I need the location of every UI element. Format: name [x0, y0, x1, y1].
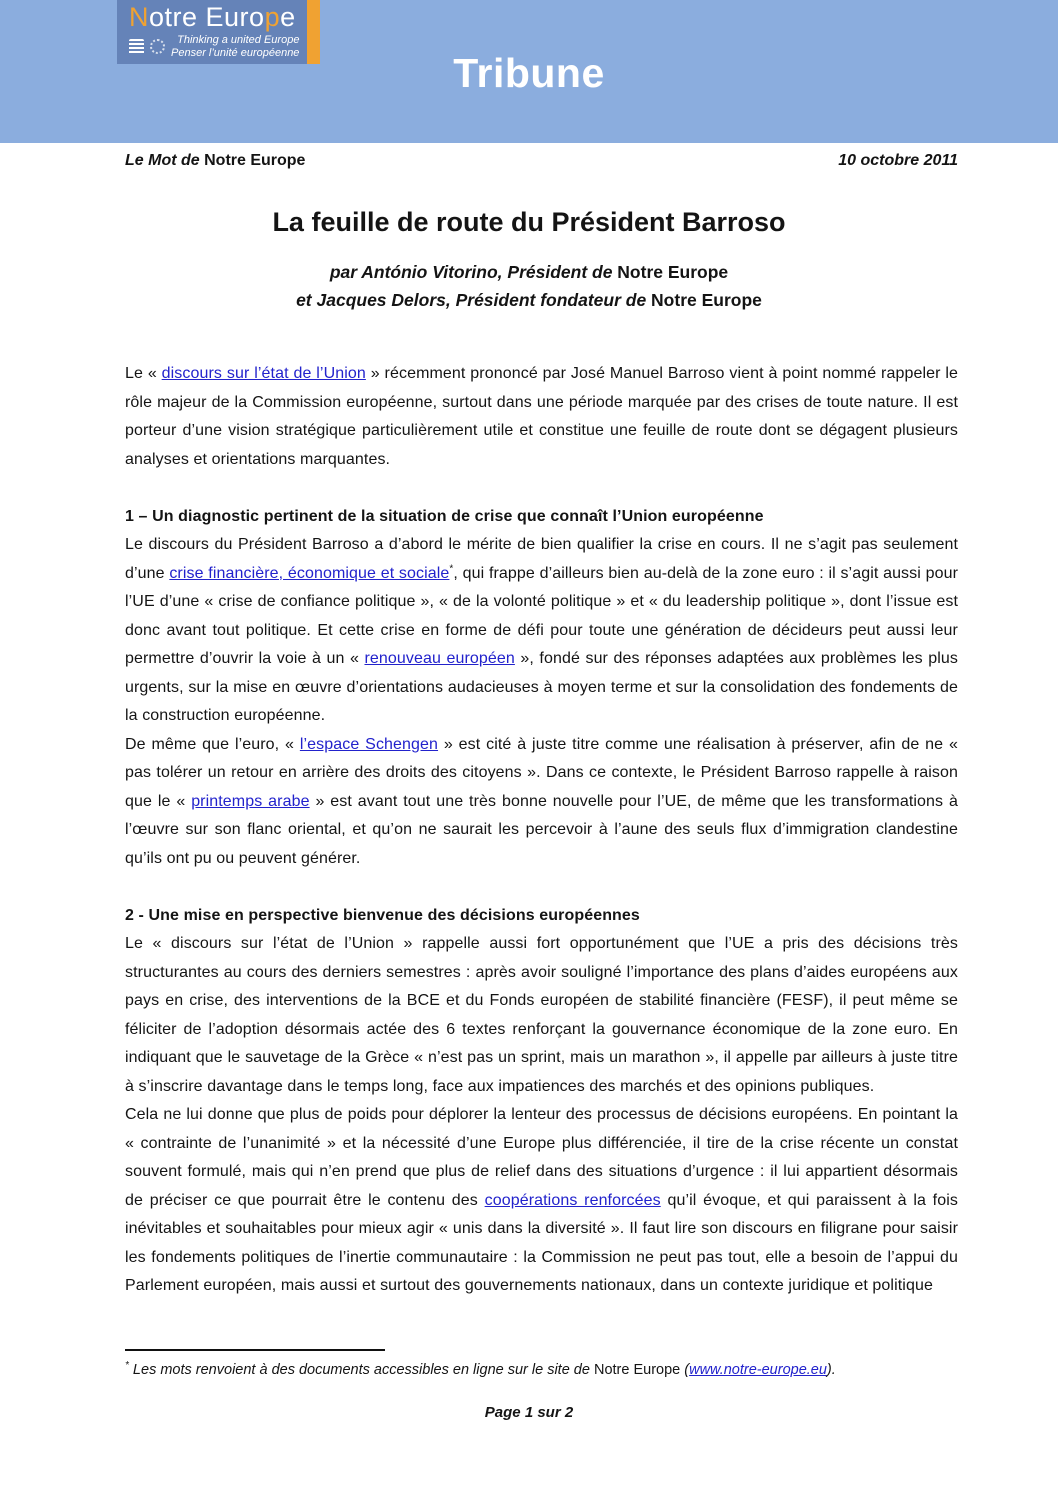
inline-link[interactable]: l’espace Schengen [299, 735, 439, 753]
text-segment: » est cité à juste titre comme une réalisation à préserver, afin de ne « pas tolérer un retour en arrière des droits des citoyens ». Dans ce contexte, le Président Barroso rappelle à raison que le « [125, 735, 958, 810]
section-heading [125, 503, 958, 532]
text-segment: Le « [125, 365, 162, 382]
org-tagline-fr: Penser l’unité européenne [171, 46, 300, 59]
inline-link[interactable]: discours sur l’état de l’Union [161, 365, 366, 382]
article-body [125, 360, 958, 1301]
section-heading [125, 902, 958, 931]
text-segment: » est avant tout une très bonne nouvelle pour l’UE, de même que les transformations à l’œuvre sur son flanc oriental, et qu’on ne saurait les percevoir à l’aune des seuls flux d’immigration clandestine qu’ils ont pu ou peuvent générer. [125, 792, 958, 867]
body-paragraph [125, 360, 958, 474]
document-meta [125, 152, 958, 170]
footnote-separator [125, 1349, 385, 1351]
series-org-name: Notre Europe [204, 152, 306, 169]
text-segment: 2 - Une mise en perspective bienvenue des décisions européennes [125, 906, 640, 924]
text-segment: », fondé sur des réponses adaptées aux problèmes les plus urgents, sur la mise en œuvre d’orientations audacieuses à moyen terme et sur la consolidation des fondements de la construction européenne. [125, 650, 958, 724]
body-paragraph [125, 1101, 958, 1301]
article-byline [0, 258, 1058, 314]
inline-link[interactable]: coopérations renforcées [484, 1191, 661, 1209]
body-paragraph [125, 731, 958, 874]
series-label [125, 152, 305, 170]
org-tagline-en: Thinking a united Europe [177, 33, 300, 46]
org-logo-wordmark [129, 3, 299, 31]
text-segment: 1 – Un diagnostic pertinent de la situation de crise que connaît l’Union européenne [125, 507, 764, 525]
body-paragraph [125, 531, 958, 731]
footnote-marker: * [125, 1360, 129, 1372]
logo-letters: otre Euro [149, 2, 265, 32]
publication-date: 10 octobre 2011 [838, 152, 958, 169]
article-title: La feuille de route du Président Barroso [272, 207, 786, 237]
logo-letter-accent: p [264, 2, 281, 32]
text-segment: , qui frappe d’ailleurs bien au-delà de la zone euro : il s’agit aussi pour l’UE d’une « crise de confiance politique », « de la volonté politique » et « du leadership politique », dont l’issue est donc avant tout politique. Et cette crise en forme de défi pour toute une génération de décideurs peut aussi leur permettre d’ouvrir la voie à un « [125, 564, 959, 667]
tribune-banner-title: Tribune [453, 50, 605, 96]
page-banner [0, 0, 1058, 143]
logo-letters: e [280, 2, 296, 32]
text-segment: De même que l’euro, « [125, 735, 300, 753]
text-segment: Le « discours sur l’état de l’Union » rappelle aussi fort opportunément que l’UE a pris des décisions très structurantes au cours des derniers semestres : après avoir souligné l’importance des plans d’aides européens aux pays en crise, des interventions de la BCE et du Fonds européen de stabilité financière (FESF), il peut même se féliciter de l’adoption désormais actée des 6 textes renforçant la gouvernance économique de la zone euro. En indiquant que le sauvetage de la Grèce « n’est pas un sprint, mais un marathon », il appelle par ailleurs à juste titre à s’inscrire davantage dans le temps long, face aux impatiences des marchés et des opinions publiques. [125, 935, 958, 1095]
footnote-text [125, 1360, 958, 1382]
footnote [125, 1349, 958, 1382]
byline-author-1: par António Vitorino, Président de [329, 262, 618, 282]
text-segment: » récemment prononcé par José Manuel Barroso vient à point nommé rappeler le rôle majeur de la Commission européenne, surtout dans une période marquée par des crises de toute nature. Il est porteur d’une vision stratégique particulièrement utile et constitue une feuille de route dont se dégagent plusieurs analyses et orientations marquantes. [125, 365, 959, 468]
text-segment: Le discours du Président Barroso a d’abord le mérite de bien qualifier la crise en cours. Il ne s’agit pas seulement d’une [125, 536, 958, 582]
text-segment: Notre Europe [593, 1362, 685, 1378]
text-segment: ( [684, 1362, 690, 1378]
byline-line-2 [0, 286, 1058, 314]
text-segment: Cela ne lui donne que plus de poids pour déplorer la lenteur des processus de décisions européens. En pointant la « contrainte de l’unanimité » et la nécessité d’une Europe plus différenciée, il tire de la crise récente un constat souvent formulé, mais qui n’en prend que plus de relief dans des situations d’urgence : il lui appartient désormais de préciser ce que pourrait être le contenu des [125, 1106, 958, 1209]
paragraph-spacer [125, 474, 958, 503]
text-segment: ). [826, 1362, 836, 1378]
byline-org-2: Notre Europe [651, 290, 762, 310]
logo-letter-accent: N [129, 2, 149, 32]
inline-link[interactable]: www.notre-europe.eu [689, 1362, 827, 1378]
page-number: Page 1 sur 2 [484, 1404, 574, 1421]
byline-line-1 [0, 258, 1058, 286]
text-segment: Les mots renvoient à des documents accessibles en ligne sur le site de [128, 1362, 594, 1378]
inline-link[interactable]: crise financière, économique et sociale [169, 564, 450, 582]
series-label-italic: Le Mot de [125, 152, 205, 169]
byline-author-2: et Jacques Delors, Président fondateur de [296, 290, 652, 310]
footnote-marker: * [449, 563, 454, 575]
paragraph-spacer [125, 873, 958, 902]
byline-org-1: Notre Europe [617, 262, 729, 282]
inline-link[interactable]: renouveau européen [364, 650, 515, 667]
text-segment: qu’il évoque, et qui paraissent à la fois inévitables et souhaitables pour mieux agir « unis dans la diversité ». Il faut lire son discours en filigrane pour saisir les fondements politiques de l’inertie communautaire : la Commission ne peut pas tout, elle a besoin de l’appui du Parlement européen, mais aussi et surtout des gouvernements nationaux, dans un contexte juridique et politique [125, 1191, 958, 1294]
inline-link[interactable]: printemps arabe [191, 792, 310, 810]
body-paragraph [125, 930, 958, 1101]
